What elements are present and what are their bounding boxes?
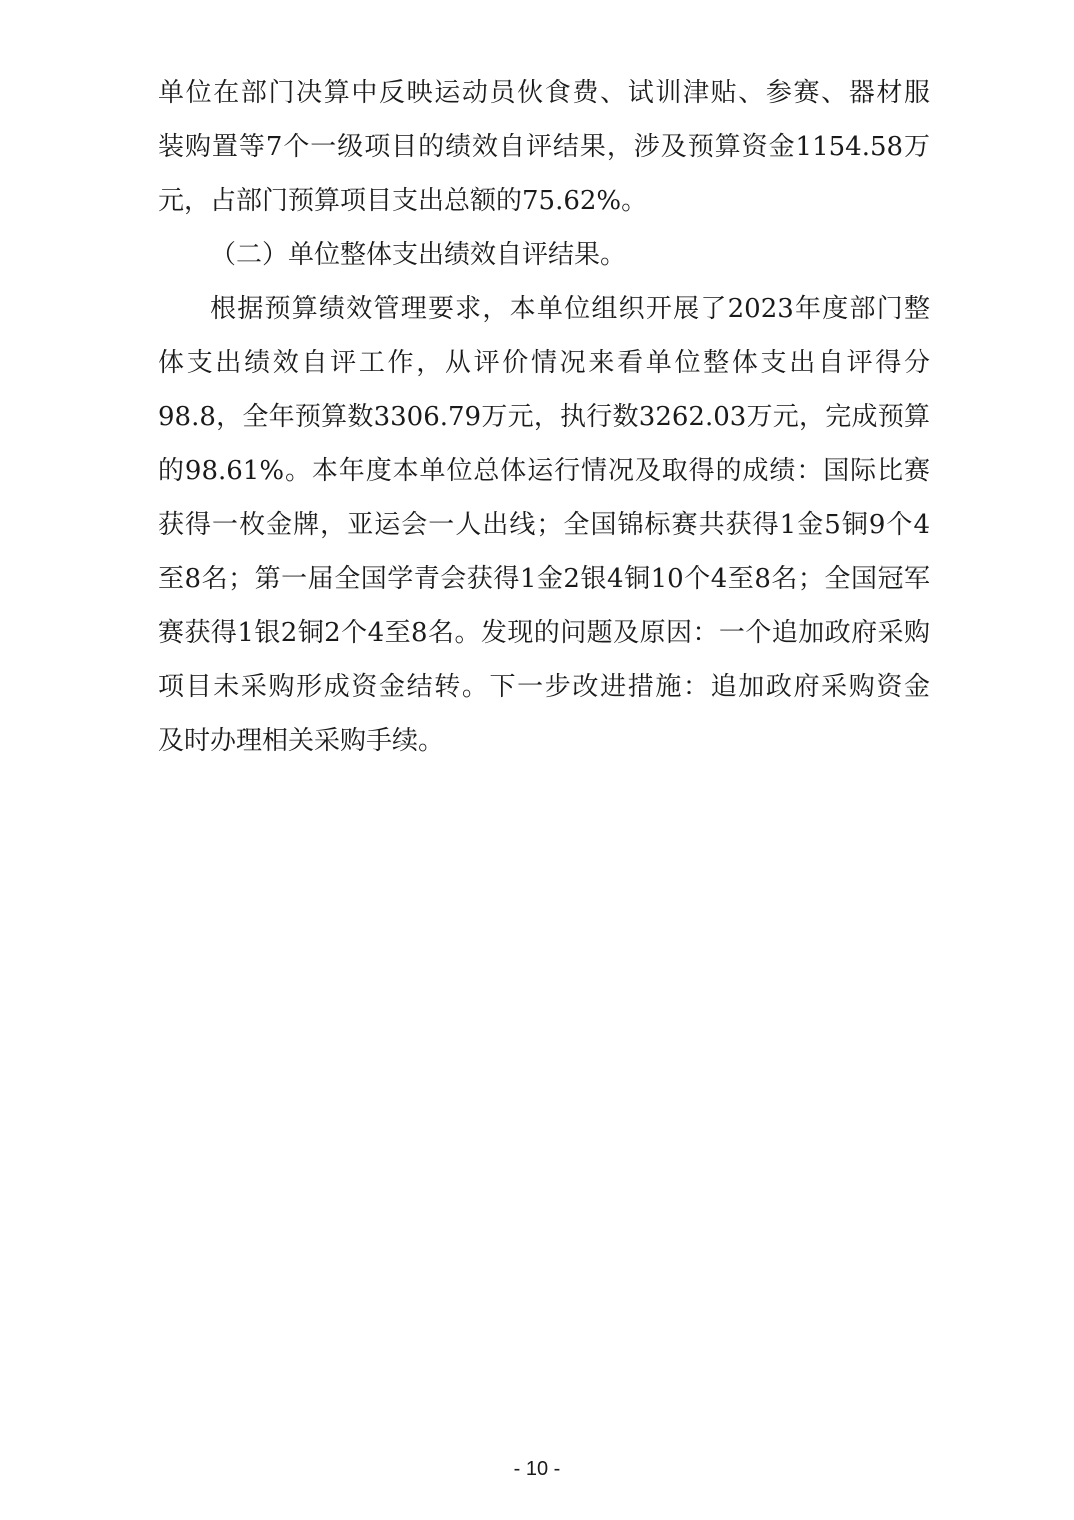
paragraph-line: 赛获得1银2铜2个4至8名。发现的问题及原因：一个追加政府采购 [158,618,930,648]
paragraph-line: 根据预算绩效管理要求，本单位组织开展了2023年度部门整 [210,294,930,324]
paragraph-line: 元，占部门预算项目支出总额的75.62%。 [158,186,648,216]
paragraph-line: 装购置等7个一级项目的绩效自评结果，涉及预算资金1154.58万 [158,132,930,162]
section-heading: （二）单位整体支出绩效自评结果。 [210,240,627,270]
paragraph-overall-results [158,282,930,768]
paragraph-line: 的98.61%。本年度本单位总体运行情况及取得的成绩：国际比赛 [158,456,930,486]
paragraph-line: 获得一枚金牌，亚运会一人出线；全国锦标赛共获得1金5铜9个4 [158,510,930,540]
page-number: - 10 - [513,1458,561,1480]
paragraph-line: 项目未采购形成资金结转。下一步改进措施：追加政府采购资金 [158,672,930,702]
paragraph-line: 体支出绩效自评工作，从评价情况来看单位整体支出自评得分 [158,348,930,378]
paragraph-line: 至8名；第一届全国学青会获得1金2银4铜10个4至8名；全国冠军 [158,564,930,594]
paragraph-line: 98.8，全年预算数3306.79万元，执行数3262.03万元，完成预算 [158,402,930,432]
paragraph-project-results [158,66,930,228]
section-heading-block [158,228,930,282]
paragraph-line: 及时办理相关采购手续。 [158,726,445,756]
paragraph-line: 单位在部门决算中反映运动员伙食费、试训津贴、参赛、器材服 [158,78,930,108]
